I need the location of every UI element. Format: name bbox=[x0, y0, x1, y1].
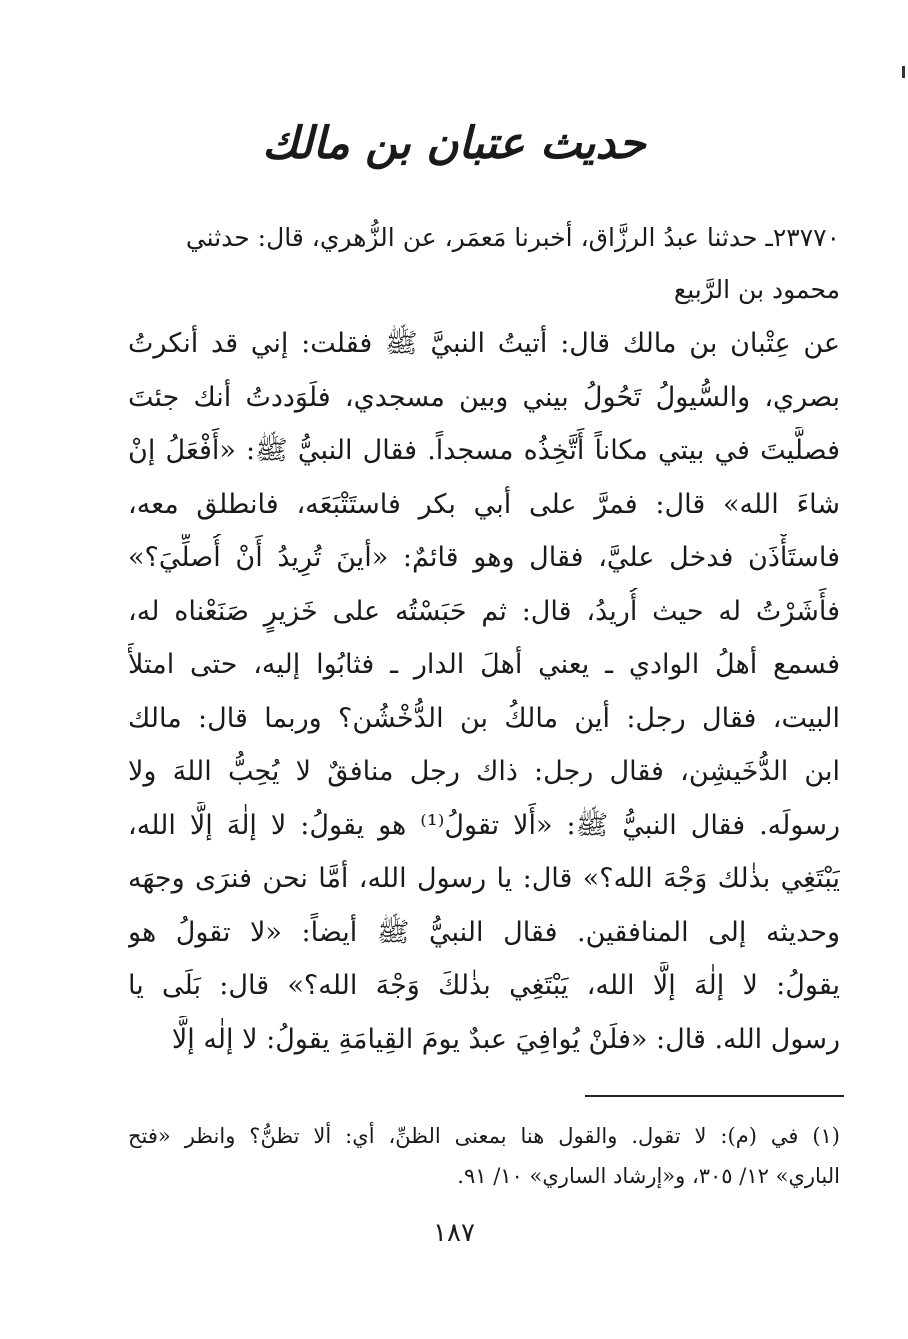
hadith-isnad bbox=[128, 216, 840, 320]
text-line: عن عِتْبان بن مالك قال: أتيتُ النبيَّ ﷺ فقلت: إني قد أنكرتُ bbox=[128, 328, 840, 359]
text-line: ابن الدُّخَيشِن، فقال رجل: ذاك رجل منافقٌ لا يُحِبُّ اللهَ ولا bbox=[128, 756, 840, 787]
text-line: فصلَّيتَ في بيتي مكاناً أَتَّخِذُه مسجداً. فقال النبيُّ ﷺ: «أَفْعَلُ إنْ bbox=[128, 435, 840, 466]
text-line: فاستَأْذَن فدخل عليَّ، فقال وهو قائمٌ: «أينَ تُرِيدُ أَنْ أُصلِّيَ؟» bbox=[128, 542, 840, 573]
isnad-line: محمود بن الرَّبيع bbox=[673, 275, 840, 304]
footnote-line: الباري» ١٢/ ٣٠٥، و«إرشاد الساري» ١٠/ ٩١. bbox=[457, 1164, 840, 1188]
text-line: وحديثه إلى المنافقين. فقال النبيُّ ﷺ أيضاً: «لا تقولُ هو bbox=[128, 916, 840, 948]
text-line: بصري، والسُّيولُ تَحُولُ بيني وبين مسجدي، فلَوَددتُ أنك جئتَ bbox=[128, 381, 840, 413]
text-line: فأَشَرْتُ له حيث أُريدُ، قال: ثم حَبَسْتُه على خَزيرٍ صَنَعْناه له، bbox=[128, 595, 840, 627]
hadith-text bbox=[128, 320, 840, 1069]
chapter-title: حديث عتبان بن مالك bbox=[262, 118, 646, 169]
footnote-divider bbox=[585, 1095, 844, 1097]
scan-edge-mark bbox=[902, 66, 905, 78]
text-line: شاءَ الله» قال: فمرَّ على أبي بكر فاستَتْبَعَه، فانطلق معه، bbox=[128, 488, 840, 520]
text-line: فسمع أهلُ الوادي ـ يعني أهلَ الدار ـ فثابُوا إليه، حتى امتلأَ bbox=[128, 649, 840, 680]
text-line: يَبْتَغِي بذٰلك وَجْهَ الله؟» قال: يا رسول الله، أمَّا نحن فنرَى وجهَه bbox=[128, 863, 840, 894]
text-line: رسول الله. قال: «فلَنْ يُوافِيَ عبدٌ يومَ القِيامَةِ يقولُ: لا إلٰه إلَّا bbox=[171, 1023, 840, 1055]
text-line: البيت، فقال رجل: أين مالكُ بن الدُّخْشُن؟ وربما قال: مالك bbox=[128, 702, 840, 734]
text-line: رسولَه. فقال النبيُّ ﷺ: «أَلا تقولُ⁽¹⁾ هو يقولُ: لا إلٰهَ إلَّا الله، bbox=[128, 809, 840, 841]
text-line: يقولُ: لا إلٰهَ إلَّا الله، يَبْتَغِي بذٰلكَ وَجْهَ الله؟» قال: بَلَى يا bbox=[128, 970, 840, 1001]
footnote bbox=[128, 1118, 840, 1198]
isnad-line: ٢٣٧٧٠ـ حدثنا عبدُ الرزَّاق، أخبرنا مَعمَر، عن الزُّهري، قال: حدثني bbox=[185, 223, 840, 252]
footnote-line: (١) في (م): لا تقول. والقول هنا بمعنى الظنِّ، أي: ألا تظنُّ؟ وانظر «فتح bbox=[128, 1124, 840, 1148]
page-number: ١٨٧ bbox=[433, 1218, 475, 1248]
